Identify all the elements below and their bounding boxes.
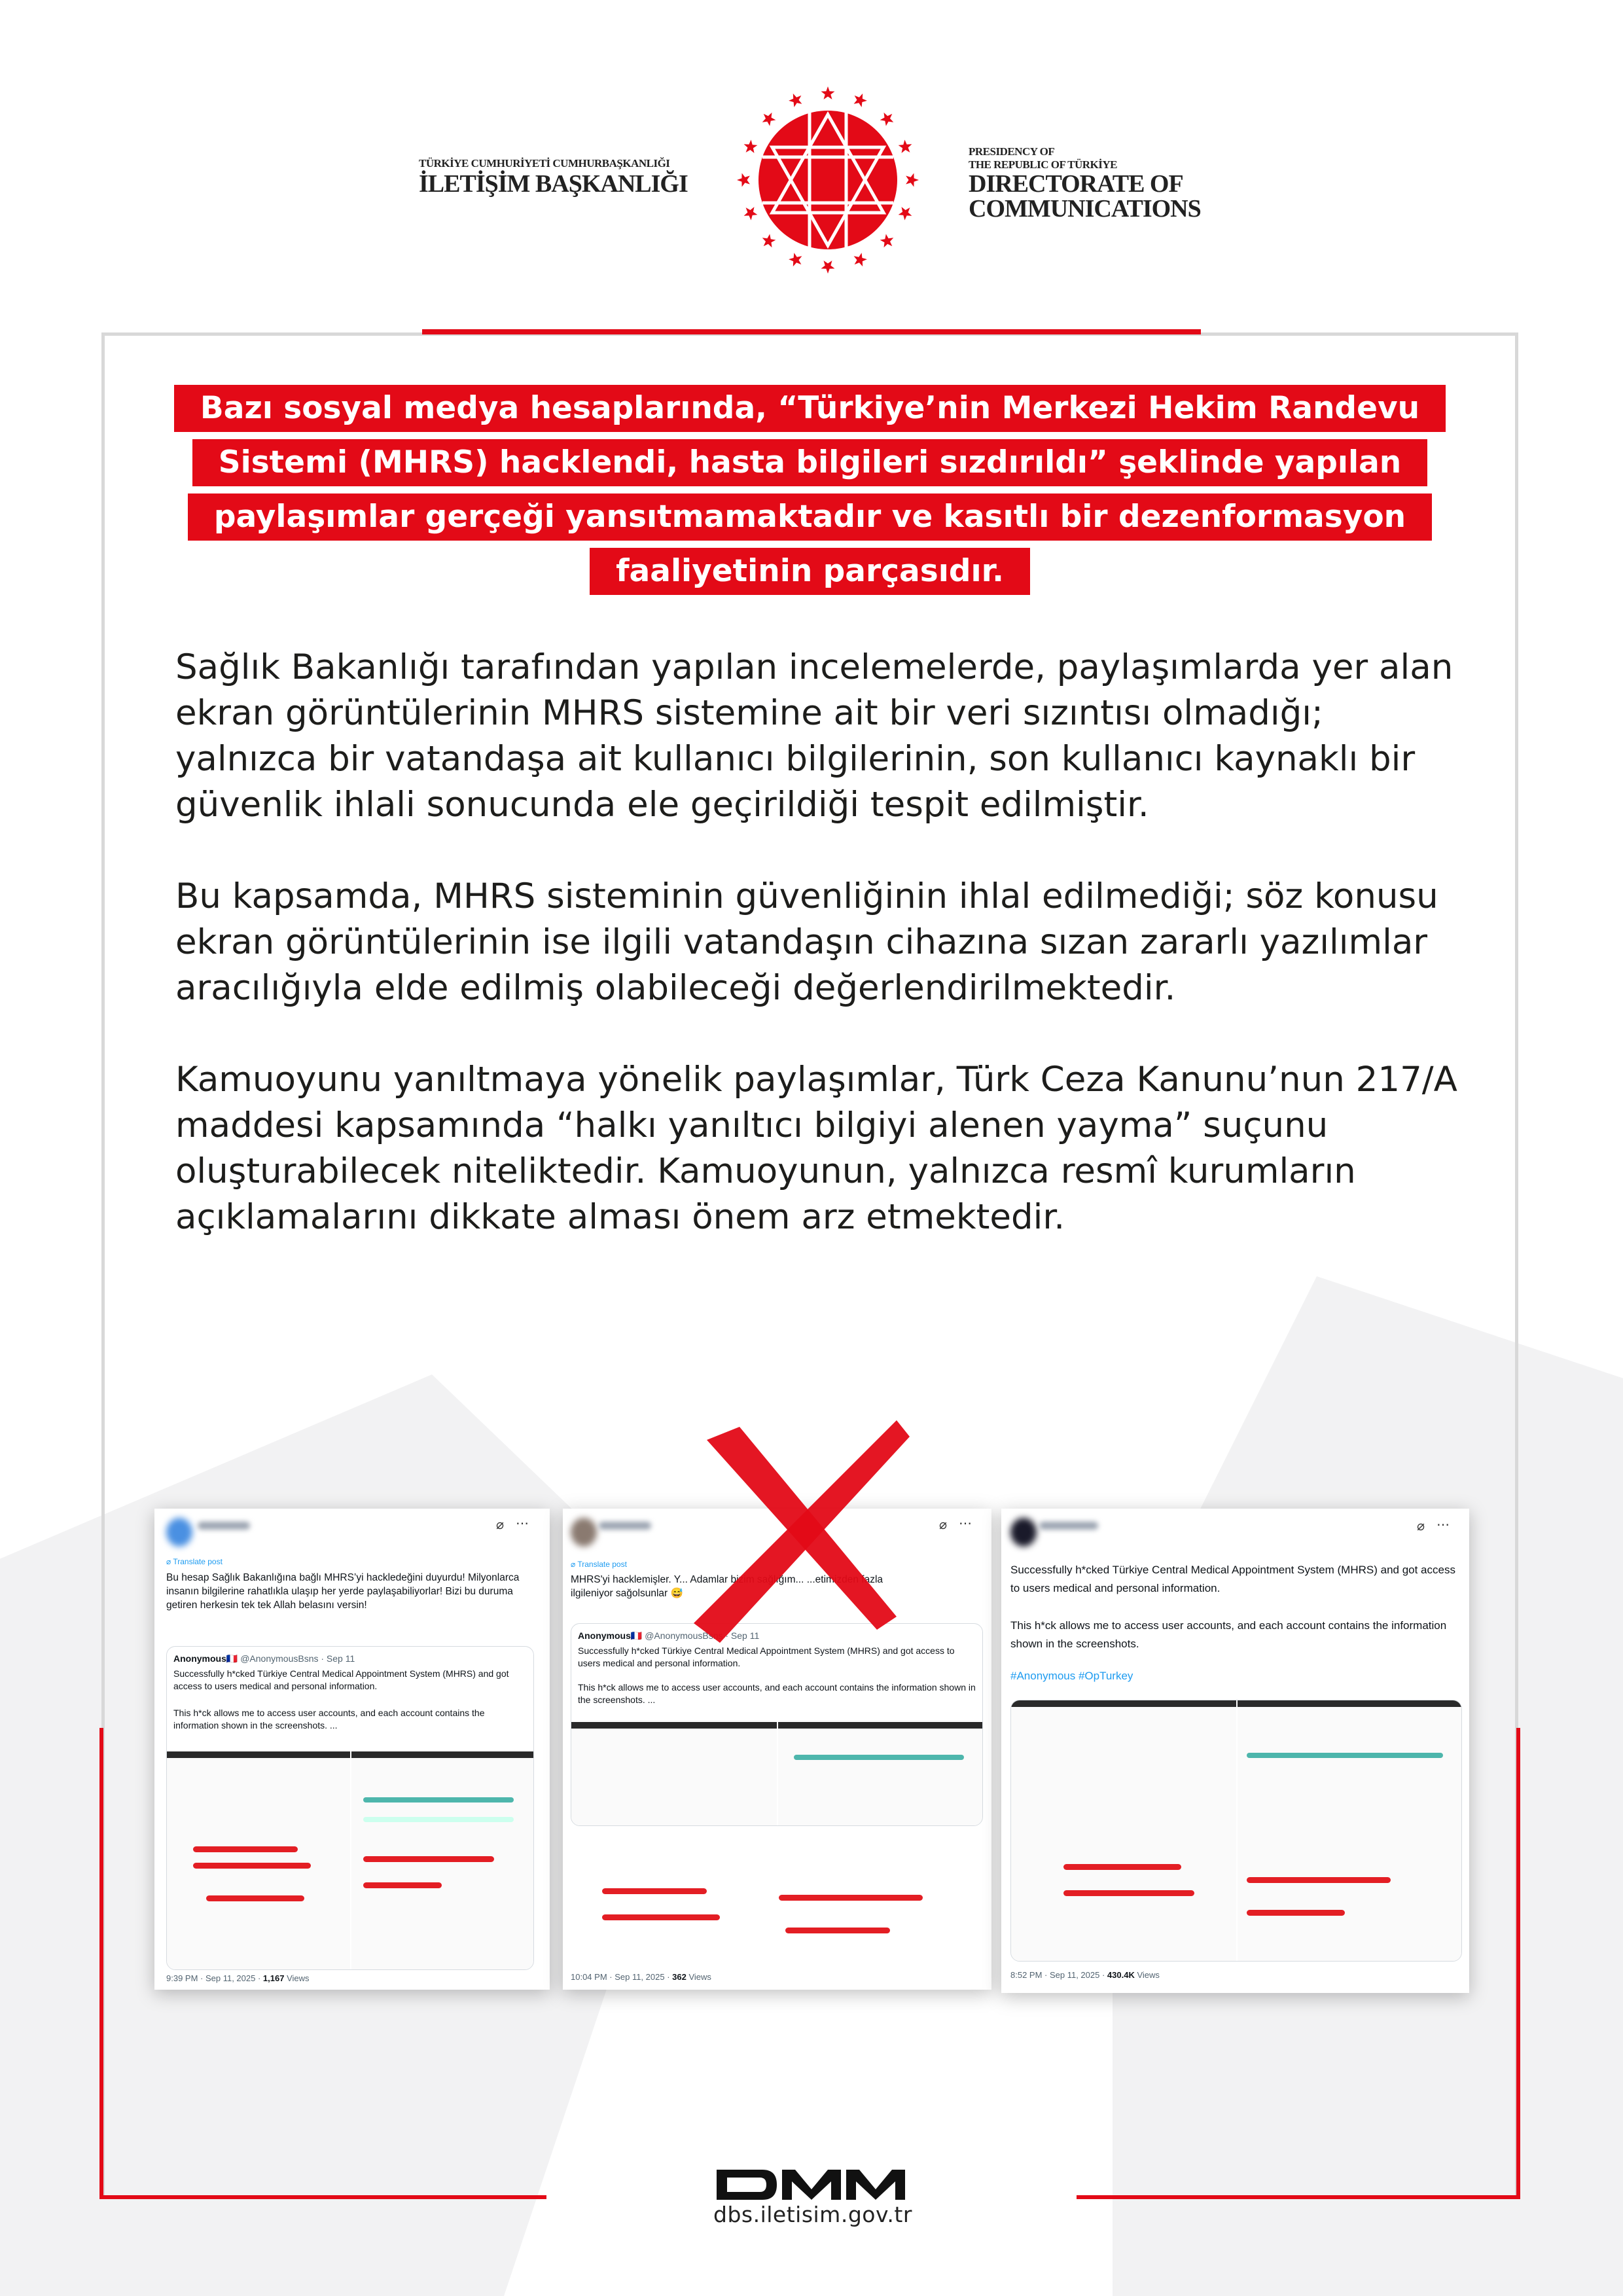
blurred-username [1039,1522,1098,1530]
quoted-name: Anonymous [173,1653,226,1664]
views-count: 430.4K [1107,1970,1135,1980]
red-border [99,1728,103,2199]
red-x-mark [681,1401,916,1643]
quoted-handle: @AnonymousBsns · Sep 11 [645,1630,760,1641]
more-icon[interactable]: ⋯ [959,1516,972,1531]
media-screenshots[interactable] [1010,1700,1462,1962]
star-icon [821,260,835,274]
headline-line: paylaşımlar gerçeği yansıtmamaktadır ve kasıtlı bir dezenformasyon [188,493,1432,541]
redaction [1063,1890,1194,1896]
star-icon [880,113,894,126]
redaction [785,1928,890,1933]
tweet-text: This h*ck allows me to access user accounts, and each account contains the information shown in the screenshots. [1010,1619,1447,1650]
redaction [602,1914,720,1920]
tweet-text: Successfully h*cked Türkiye Central Medical Appointment System (MHRS) and got access to users medical and personal information. [1010,1564,1455,1594]
star-icon [854,94,867,107]
tweet-card [1001,1509,1469,1993]
avatar [166,1518,192,1547]
tweet-footer [166,1973,310,1983]
star-icon [899,140,912,153]
star-icon [744,140,758,153]
logo-right-small: PRESIDENCY OF [969,145,1055,158]
red-border [1516,1728,1520,2199]
redaction [1247,1877,1391,1883]
flag: 🇫🇷 [226,1653,238,1664]
headline [101,385,1518,602]
redaction [1247,1910,1345,1916]
tweet-card [154,1509,550,1990]
avatar [571,1518,597,1547]
redaction [1063,1864,1181,1870]
logo-left-big: İLETİŞİM BAŞKANLIĞI [419,170,688,198]
headline-line: faaliyetinin parçasıdır. [590,548,1030,595]
tweet-text: Bu hesap Sağlık Bakanlığına bağlı MHRS’yi hackledeğini duyurdu! Milyonlarca insanın bilgilerine rahatlıkla ulaşıp her yerde paylaşabiliyorlar! Bizi bu duruma getiren herkesin tek tek Allah belasını versin! [166,1572,520,1611]
redaction [193,1863,311,1869]
views-label: Views [1134,1970,1160,1980]
grok-icon[interactable]: ⌀ [939,1518,948,1532]
star-icon [762,234,776,248]
timestamp: 9:39 PM · Sep 11, 2025 · [166,1973,263,1983]
tweet-footer [1010,1970,1160,1980]
translate-label: Translate post [173,1557,223,1566]
body-text [175,645,1458,1286]
quoted-tweet[interactable] [166,1646,534,1970]
emblem-logo [736,85,919,275]
star-icon [906,173,919,187]
screenshot-row [1247,1753,1443,1758]
more-icon[interactable]: ⋯ [1436,1518,1450,1532]
star-icon [899,207,912,220]
grok-icon[interactable]: ⌀ [496,1518,505,1532]
timestamp: 8:52 PM · Sep 11, 2025 · [1010,1970,1107,1980]
logo-right-small: THE REPUBLIC OF TÜRKİYE [969,158,1118,171]
redaction [602,1888,707,1894]
star-icon [744,207,758,220]
screenshot-image [167,1751,350,1970]
paragraph: Bu kapsamda, MHRS sisteminin güvenliğinin ihlal edilmediği; söz konusu ekran görüntülerinin ise ilgili vatandaşın cihazına sızan zararlı yazılımlar aracılığıyla elde edilmiş olabileceği değerlendirilmektedir. [175,876,1438,1008]
quoted-header [173,1653,355,1664]
screenshot-row [363,1817,514,1822]
translate-label: Translate post [577,1560,627,1569]
quoted-text: Successfully h*cked Türkiye Central Medical Appointment System (MHRS) and got access to users medical and personal information. [578,1645,955,1668]
screenshot-image [1238,1700,1462,1962]
quoted-tweet[interactable] [571,1623,983,1826]
blurred-username [198,1522,250,1530]
more-icon[interactable]: ⋯ [516,1516,529,1531]
redaction [193,1846,298,1852]
logo-right-big: DIRECTORATE OF [969,170,1183,198]
grok-icon[interactable]: ⌀ [1417,1519,1425,1534]
avatar [1010,1518,1037,1547]
views-label: Views [284,1973,310,1983]
redaction [363,1856,494,1862]
translate-post-link[interactable]: ⌀ Translate post [166,1557,223,1566]
logo-left-text [419,157,688,198]
views-count: 362 [672,1972,687,1982]
star-icon [880,234,894,248]
star-icon [789,94,802,107]
screenshot-image [778,1722,983,1826]
tweet-footer [571,1972,711,1982]
tweet-text: MHRS'yi hacklemişler. Y... Adamlar bizim sağlığım... ...etimizden fazla ilgileniyor sağolsunlar 😅 [571,1574,883,1599]
screenshot-image [1011,1700,1236,1962]
views-label: Views [686,1972,711,1982]
screenshot-row [363,1797,514,1803]
screenshot-image [571,1722,777,1826]
quoted-name: Anonymous [578,1630,631,1641]
quoted-text: Successfully h*cked Türkiye Central Medical Appointment System (MHRS) and got access to users medical and personal information. [173,1668,509,1691]
redaction [206,1895,304,1901]
star-icon [821,86,835,99]
red-accent-top [422,329,1201,334]
blurred-username [599,1522,651,1530]
redaction [779,1895,923,1901]
red-border [1077,2195,1520,2199]
logo-right-text [969,145,1201,221]
translate-post-link[interactable]: ⌀ Translate post [571,1560,627,1569]
headline-line: Sistemi (MHRS) hacklendi, hasta bilgileri sızdırıldı” şeklinde yapılan [192,439,1428,486]
views-count: 1,167 [262,1973,285,1983]
hashtags[interactable]: #Anonymous #OpTurkey [1010,1670,1133,1682]
redaction [363,1882,442,1888]
logo-left-small: TÜRKİYE CUMHURİYETİ CUMHURBAŞKANLIĞI [419,157,670,170]
screenshot-row [794,1755,964,1760]
star-icon [854,253,867,266]
dmm-logo [717,2170,906,2200]
flag: 🇫🇷 [630,1630,643,1641]
star-icon [789,253,802,266]
paragraph: Sağlık Bakanlığı tarafından yapılan incelemelerde, paylaşımlarda yer alan ekran görüntülerinin MHRS sistemine ait bir veri sızıntısı olmadığı; yalnızca bir vatandaşa ait kullanıcı bilgilerinin, son kullanıcı kaynaklı bir güvenlik ihlali sonucunda ele geçirildiği tespit edilmiştir. [175,647,1454,825]
red-border [99,2195,546,2199]
star-icon [762,113,776,126]
quoted-text: This h*ck allows me to access user accounts, and each account contains the information shown in the screenshots. ... [173,1708,485,1731]
headline-line: Bazı sosyal medya hesaplarında, “Türkiye’nin Merkezi Hekim Randevu [174,385,1446,432]
star-icon [737,173,750,187]
timestamp: 10:04 PM · Sep 11, 2025 · [571,1972,673,1982]
logo-right-big: COMMUNICATIONS [969,195,1201,223]
paragraph: Kamuoyunu yanıltmaya yönelik paylaşımlar, Türk Ceza Kanunu’nun 217/A maddesi kapsamında “halkı yanıltıcı bilgiyi alenen yayma” suçunu oluşturabilecek niteliktedir. Kamuoyunun, yalnızca resmî kurumların açıklamalarını dikkate alması önem arz etmektedir. [175,1060,1457,1237]
quoted-text: This h*ck allows me to access user accounts, and each account contains the information shown in the screenshots. ... [578,1682,976,1705]
footer-url[interactable]: dbs.iletisim.gov.tr [713,2202,912,2227]
quoted-handle: @AnonymousBsns · Sep 11 [240,1653,355,1664]
